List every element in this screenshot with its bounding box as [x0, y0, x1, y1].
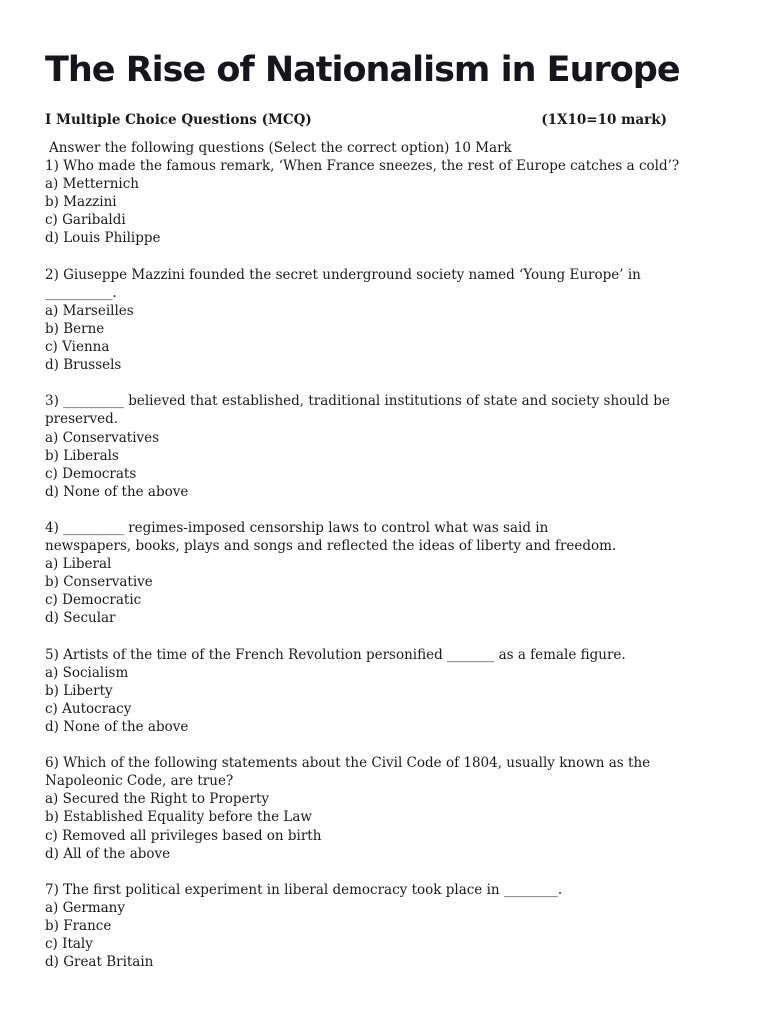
page-title: The Rise of Nationalism in Europe [45, 50, 680, 90]
option-a: a) Germany [45, 899, 126, 916]
question-5 [45, 646, 735, 736]
question-6 [45, 754, 735, 863]
option-d: d) Brussels [45, 357, 122, 374]
option-b: b) Liberals [45, 447, 119, 464]
option-d: d) Louis Philippe [45, 230, 161, 247]
section-heading: I Multiple Choice Questions (MCQ) [45, 112, 312, 128]
question-2 [45, 266, 735, 375]
option-a: a) Liberal [45, 556, 112, 573]
option-c: c) Democratic [45, 592, 142, 609]
option-d: d) All of the above [45, 845, 171, 862]
option-d: d) None of the above [45, 719, 189, 735]
option-b: b) Mazzini [45, 194, 117, 211]
question-4 [45, 519, 735, 628]
question-gap [45, 736, 735, 754]
section-marks: (1X10=10 mark) [541, 112, 667, 128]
question-gap [45, 863, 735, 881]
option-a: a) Metternich [45, 176, 139, 193]
question-gap [45, 501, 735, 519]
option-b: b) Berne [45, 320, 105, 337]
option-b: b) France [45, 918, 112, 935]
option-c: c) Removed all privileges based on birth [45, 827, 322, 844]
section-header [45, 112, 667, 128]
question-list [45, 139, 735, 971]
option-a: a) Conservatives [45, 429, 160, 446]
question-text: 3) _________ believed that established, traditional institutions of state and society should be [45, 393, 670, 410]
question-1 [45, 157, 735, 247]
option-b: b) Liberty [45, 682, 113, 699]
option-a: a) Marseilles [45, 302, 134, 319]
option-c: c) Vienna [45, 339, 110, 356]
question-gap [45, 248, 735, 266]
option-b: b) Established Equality before the Law [45, 809, 312, 826]
question-gap [45, 628, 735, 646]
question-text: 5) Artists of the time of the French Revolution personified _______ as a female figure. [45, 646, 626, 663]
option-a: a) Socialism [45, 664, 129, 681]
question-gap [45, 374, 735, 392]
instructions: Answer the following questions (Select the correct option) 10 Mark [49, 140, 512, 156]
option-a: a) Secured the Right to Property [45, 791, 270, 808]
question-text: 6) Which of the following statements about the Civil Code of 1804, usually known as the [45, 755, 651, 772]
question-text: 1) Who made the famous remark, ‘When France sneezes, the rest of Europe catches a cold’? [45, 158, 680, 175]
question-text-continued: Napoleonic Code, are true? [45, 773, 234, 790]
question-text: 4) _________ regimes-imposed censorship laws to control what was said in [45, 519, 549, 536]
question-text-continued: __________. [45, 284, 117, 301]
option-d: d) Great Britain [45, 954, 154, 971]
option-d: d) Secular [45, 610, 116, 627]
question-text: 7) The first political experiment in liberal democracy took place in ________. [45, 881, 563, 898]
question-7 [45, 881, 735, 971]
option-b: b) Conservative [45, 574, 153, 591]
question-text: 2) Giuseppe Mazzini founded the secret underground society named ‘Young Europe’ in [45, 266, 641, 283]
question-3 [45, 392, 735, 501]
option-d: d) None of the above [45, 483, 189, 500]
option-c: c) Democrats [45, 465, 137, 482]
option-c: c) Italy [45, 936, 93, 953]
option-c: c) Autocracy [45, 700, 132, 717]
question-text-continued: preserved. [45, 411, 119, 428]
option-c: c) Garibaldi [45, 212, 126, 229]
question-text-continued: newspapers, books, plays and songs and reflected the ideas of liberty and freedom. [45, 538, 617, 555]
